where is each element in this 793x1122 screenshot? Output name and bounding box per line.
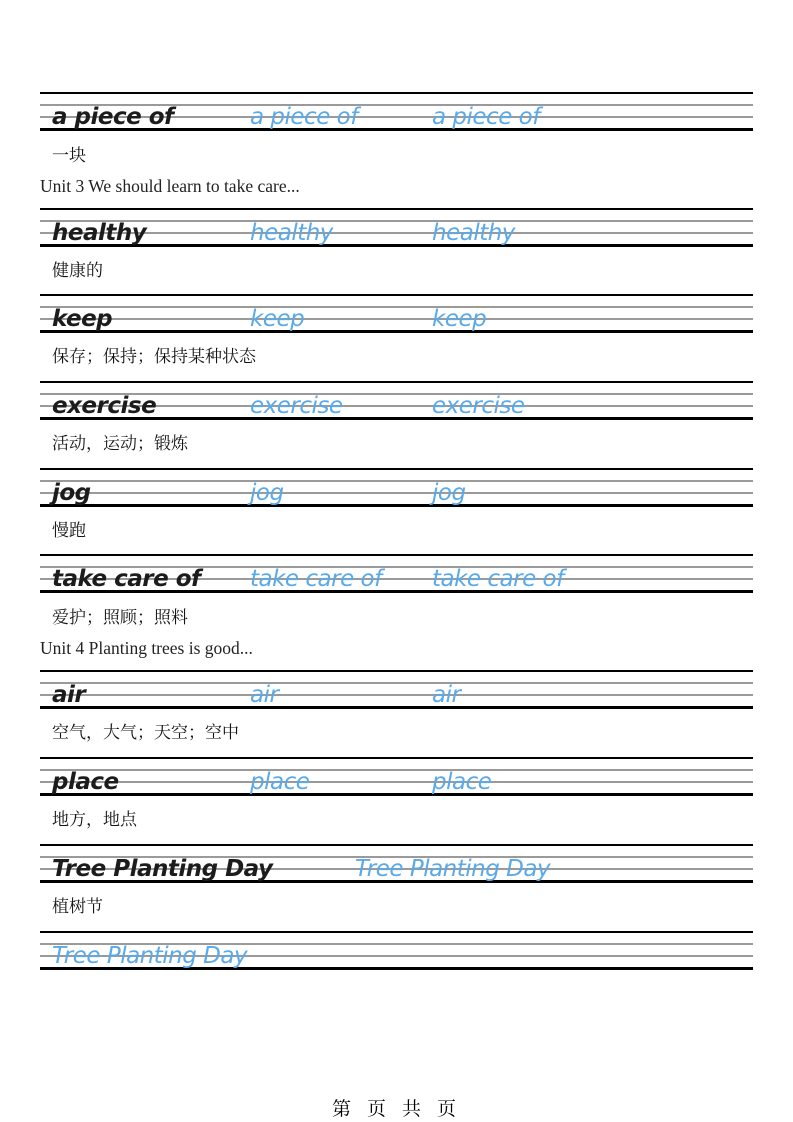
definition-text: 保存；保持；保持某种状态 <box>52 347 256 367</box>
traced-word: jog <box>250 479 284 506</box>
traced-word: healthy <box>432 219 515 246</box>
traced-word: take care of <box>250 565 382 592</box>
traced-word: jog <box>432 479 466 506</box>
traced-word: air <box>250 681 279 708</box>
traced-word: Tree Planting Day <box>52 942 248 969</box>
definition-text: 活动，运动；锻炼 <box>52 434 188 454</box>
vocab-word: take care of <box>52 565 201 592</box>
traced-word: take care of <box>432 565 564 592</box>
page-footer: 第 页 共 页 <box>331 1098 462 1120</box>
vocab-word: Tree Planting Day <box>52 855 273 882</box>
definition-text: 慢跑 <box>52 521 86 541</box>
definition-text: 爱护；照顾；照料 <box>52 608 188 628</box>
traced-word: place <box>250 768 310 795</box>
vocab-word: healthy <box>52 219 147 246</box>
traced-word: Tree Planting Day <box>355 855 551 882</box>
unit-heading: Unit 3 We should learn to take care... <box>40 176 300 196</box>
practice-row <box>40 294 753 333</box>
definition-text: 健康的 <box>52 261 103 281</box>
traced-word: air <box>432 681 461 708</box>
vocab-word: air <box>52 681 86 708</box>
practice-row <box>40 468 753 507</box>
vocab-word: place <box>52 768 119 795</box>
practice-row <box>40 757 753 796</box>
vocab-word: keep <box>52 305 113 332</box>
practice-row <box>40 554 753 593</box>
traced-word: healthy <box>250 219 333 246</box>
definition-text: 地方，地点 <box>52 810 137 830</box>
traced-word: place <box>432 768 492 795</box>
definition-text: 一块 <box>52 146 86 166</box>
traced-word: exercise <box>432 392 525 419</box>
definition-text: 空气，大气；天空；空中 <box>52 723 239 743</box>
vocab-word: exercise <box>52 392 157 419</box>
practice-row <box>40 208 753 247</box>
practice-row <box>40 931 753 970</box>
vocab-word: jog <box>52 479 91 506</box>
unit-heading: Unit 4 Planting trees is good... <box>40 638 253 658</box>
vocab-word: a piece of <box>52 103 174 130</box>
traced-word: keep <box>250 305 305 332</box>
practice-row <box>40 381 753 420</box>
traced-word: exercise <box>250 392 343 419</box>
practice-row <box>40 670 753 709</box>
traced-word: a piece of <box>250 103 358 130</box>
traced-word: a piece of <box>432 103 540 130</box>
vocab-practice-list <box>40 0 753 1122</box>
practice-row <box>40 92 753 131</box>
definition-text: 植树节 <box>52 897 103 917</box>
practice-row <box>40 844 753 883</box>
traced-word: keep <box>432 305 487 332</box>
